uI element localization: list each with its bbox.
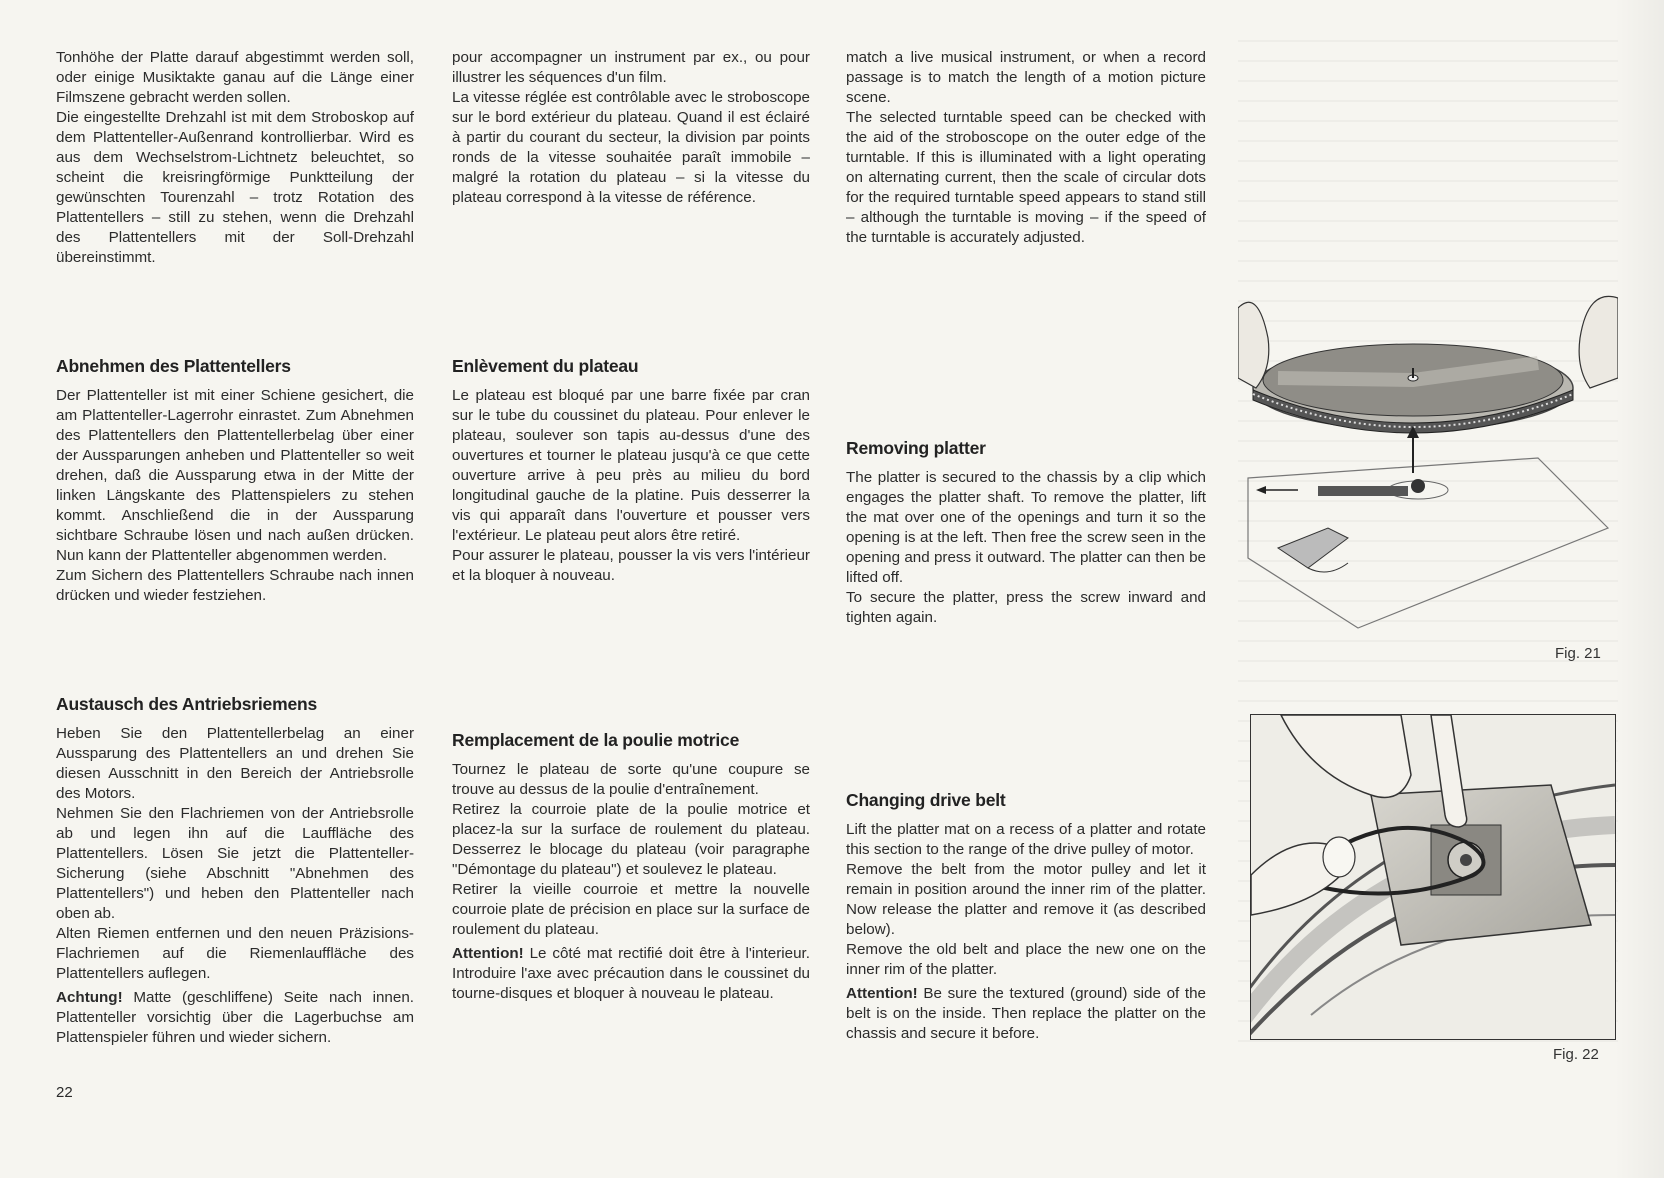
english-attention-text: Be sure the textured (ground) side of the belt is on the inside. Then replace the platter on the chassis and secure it before. (846, 985, 1206, 1042)
figure-22-belt-change-illustration (1250, 714, 1616, 1040)
page-number: 22 (56, 1084, 73, 1101)
german-belt-heading: Austausch des Antriebsriemens (56, 694, 317, 714)
french-attention-text: Le côté mat rectifié doit être à l'interieur. Introduire l'axe avec précaution dans le coussinet du tourne-disques et bloquer à nouveau le plateau. (452, 945, 810, 1002)
english-attention (846, 984, 1206, 1044)
german-belt-p3: Alten Riemen entfernen und den neuen Präzisions-Flachriemen auf die Riemenlauffläche des Plattentellers auflegen. (56, 925, 414, 982)
french-belt-p2: Retirez la courroie plate de la poulie motrice et placez-la sur la surface de roulement du plateau. Desserrez le blocage du plateau (voir paragraphe "Démontage du plateau") et soulevez le plateau. (452, 801, 810, 878)
french-strobe: La vitesse réglée est contrôlable avec le stroboscope sur le bord extérieur du plateau. Quand il est éclairé à partir du courant du secteur, la division par points ronds de la vitesse souhaitée paraît immobile – malgré la rotation du plateau – si la vitesse du plateau correspond à la vitesse de référence. (452, 89, 810, 206)
belt-change-drawing (1251, 715, 1615, 1039)
english-belt-p1: Lift the platter mat on a recess of a platter and rotate this section to the range of the drive pulley of motor. (846, 821, 1206, 858)
english-belt-p3: Remove the old belt and place the new one on the inner rim of the platter. (846, 941, 1206, 978)
english-remove-secure: To secure the platter, press the screw inward and tighten again. (846, 589, 1206, 626)
german-strobe: Die eingestellte Drehzahl ist mit dem Stroboskop auf dem Plattenteller-Außenrand kontrollierbar. Wird es aus dem Wechselstrom-Lichtnetz beleuchtet, so scheint die kreisringförmige Punktteilung der gewünschten Tourenzahl – trotz Rotation des Plattentellers – still zu stehen, wenn die Drehzahl des Plattentellers mit der Soll-Drehzahl übereinstimmt. (56, 109, 414, 266)
french-attention (452, 944, 810, 1004)
english-remove-body: The platter is secured to the chassis by a clip which engages the platter shaft. To remove the platter, lift the mat over one of the openings and turn it so the opening is at the left. Then free the screw seen in the opening and press it outward. The platter can then be lifted off. (846, 469, 1206, 586)
english-intro: match a live musical instrument, or when a record passage is to match the length of a motion picture scene. (846, 49, 1206, 106)
french-remove-body: Le plateau est bloqué par une barre fixée par cran sur le tube du coussinet du plateau. Pour enlever le plateau, soulever son tapis au-dessus d'une des ouvertures et tourner le plateau jusqu'à ce que cette ouverture arrive à peu près au milieu du bord longitudinal gauche de la platine. Puis desserrer la vis qui apparaît dans l'ouverture et pousser vers l'extérieur. Le plateau peut alors être retiré. (452, 387, 810, 544)
turntable-drawing (1238, 228, 1618, 648)
german-attention (56, 988, 414, 1048)
english-belt-heading: Changing drive belt (846, 790, 1006, 810)
german-remove-body: Der Plattenteller ist mit einer Schiene gesichert, die am Plattenteller-Lagerrohr einrastet. Zum Abnehmen des Plattentellers den Plattentellerbelag über einer der Aussparungen anheben und Plattenteller so weit drehen, daß die Aussparung etwa in der Mitte der linken Längskante des Plattenspielers zu stehen kommt. Anschließend die in der Aussparung sichtbare Schraube lösen und nach außen drücken. Nun kann der Plattenteller abgenommen werden. (56, 387, 414, 564)
french-belt-p3: Retirer la vieille courroie et mettre la nouvelle courroie plate de précision en place sur la surface de roulement du plateau. (452, 881, 810, 938)
german-attention-text: Matte (geschliffene) Seite nach innen. Plattenteller vorsichtig über die Lagerbuchse am Plattenspieler führen und wieder sichern. (56, 989, 414, 1046)
german-remove-heading: Abnehmen des Plattentellers (56, 356, 291, 376)
french-intro: pour accompagner un instrument par ex., ou pour illustrer les séquences d'un film. (452, 49, 810, 86)
french-attention-label: Attention! (452, 945, 524, 962)
german-belt-p1: Heben Sie den Plattentellerbelag an einer Aussparung des Plattentellers an und drehen Sie diesen Ausschnitt in den Bereich der Antriebsrolle des Motors. (56, 725, 414, 802)
french-belt-p1: Tournez le plateau de sorte qu'une coupure se trouve au dessus de la poulie d'entraînement. (452, 761, 810, 798)
german-attention-label: Achtung! (56, 989, 123, 1006)
german-belt-p2: Nehmen Sie den Flachriemen von der Antriebsrolle ab und legen ihn auf die Lauffläche des Plattentellers. Lösen Sie jetzt die Plattenteller-Sicherung (siehe Abschnitt "Abnehmen des Plattentellers") und heben den Plattenteller nach oben ab. (56, 805, 414, 922)
french-remove-heading: Enlèvement du plateau (452, 356, 639, 376)
english-strobe: The selected turntable speed can be checked with the aid of the stroboscope on the outer edge of the turntable. If this is illuminated with a light operating on alternating current, then the scale of circular dots for the required turntable speed appears to stand still – although the turntable is moving – if the speed of the turntable is accurately adjusted. (846, 109, 1206, 246)
english-remove-heading: Removing platter (846, 438, 986, 458)
english-belt-p2: Remove the belt from the motor pulley and let it remain in position around the inner rim of the platter. Now release the platter and remove it (as described below). (846, 861, 1206, 938)
figure-21-caption: Fig. 21 (1555, 645, 1601, 662)
german-remove-secure: Zum Sichern des Plattentellers Schraube nach innen drücken und wieder festziehen. (56, 567, 414, 604)
german-intro: Tonhöhe der Platte darauf abgestimmt werden soll, oder einige Musiktakte ganau auf die Länge einer Filmszene gebracht werden sollen. (56, 49, 414, 106)
english-attention-label: Attention! (846, 985, 918, 1002)
french-remove-secure: Pour assurer le plateau, pousser la vis vers l'intérieur et la bloquer à nouveau. (452, 547, 810, 584)
figure-21-turntable-illustration (1238, 228, 1618, 648)
french-belt-heading: Remplacement de la poulie motrice (452, 730, 740, 750)
figure-22-caption: Fig. 22 (1553, 1046, 1599, 1063)
